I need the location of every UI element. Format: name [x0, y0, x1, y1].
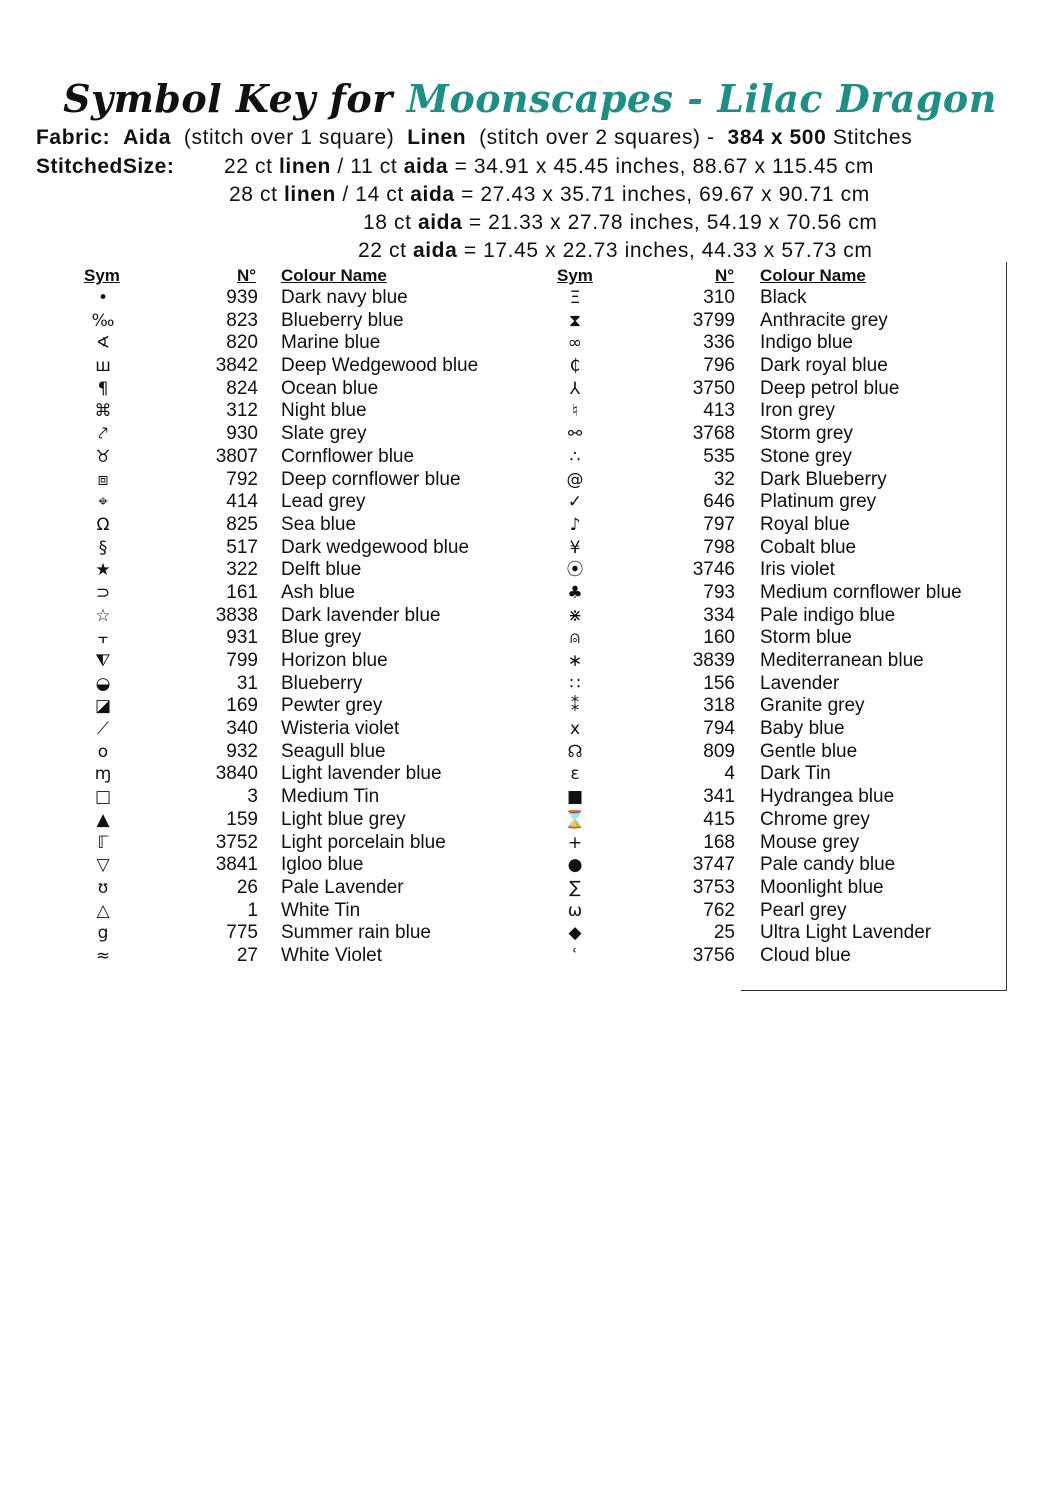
thread-number: 415 — [703, 808, 735, 830]
symbol-glyph: ⍝ — [569, 628, 581, 649]
symbol-glyph: ▲ — [96, 809, 110, 830]
thread-number: 160 — [703, 627, 735, 649]
stitch-word: Stitches — [832, 126, 913, 149]
thread-number: 517 — [226, 536, 258, 558]
header-name: Colour Name — [281, 266, 387, 285]
thread-number: 26 — [236, 876, 258, 898]
symbol-glyph: ⋇ — [567, 605, 583, 626]
thread-number: 932 — [226, 740, 258, 762]
symbol-glyph: ♪ — [569, 514, 581, 535]
thread-number: 341 — [703, 786, 735, 808]
stitched-size-line: 18 ct aida = 21.33 x 27.78 inches, 54.19 x 70.56 cm — [363, 211, 878, 234]
thread-number: 820 — [226, 332, 258, 354]
symbol-glyph: ∢ — [95, 333, 111, 354]
symbol-glyph: ⧗ — [569, 310, 581, 331]
thread-number: 930 — [226, 423, 258, 445]
symbol-glyph: ⌛ — [564, 809, 586, 830]
colour-name: Mouse grey — [760, 831, 860, 853]
colour-name: Royal blue — [760, 513, 850, 535]
thread-number: 3747 — [692, 854, 735, 876]
symbol-glyph: ♮ — [571, 401, 579, 422]
thread-number: 312 — [226, 400, 258, 422]
colour-name: Storm grey — [760, 423, 853, 445]
symbol-glyph: ◪ — [94, 696, 112, 717]
symbol-glyph: g — [97, 923, 109, 944]
thread-number: 1 — [247, 899, 258, 921]
thread-number: 3750 — [692, 377, 735, 399]
title-prefix: Symbol Key for — [63, 76, 393, 121]
symbol-glyph: ‰ — [91, 310, 115, 331]
thread-number: 775 — [226, 922, 258, 944]
colour-name: Light porcelain blue — [281, 831, 446, 853]
fabric-aida: Aida — [123, 126, 172, 149]
thread-number: 3838 — [215, 604, 258, 626]
thread-number: 3756 — [692, 944, 735, 966]
symbol-glyph: ◆ — [568, 923, 582, 944]
thread-number: 824 — [226, 377, 258, 399]
colour-name: Blueberry blue — [281, 309, 404, 331]
thread-number: 3768 — [692, 423, 735, 445]
symbol-glyph: Ω — [96, 514, 110, 535]
pattern-name: Moonscapes - Lilac Dragon — [406, 76, 997, 121]
symbol-glyph: ⊃ — [95, 582, 111, 603]
colour-name: Ocean blue — [281, 377, 379, 399]
symbol-glyph: △ — [96, 900, 110, 921]
header-num: N° — [237, 266, 257, 285]
colour-name: Cornflower blue — [281, 445, 415, 467]
thread-number: 336 — [703, 332, 735, 354]
symbol-glyph: ш — [95, 356, 111, 377]
symbol-glyph: ∑ — [569, 877, 581, 898]
thread-number: 823 — [226, 309, 258, 331]
colour-name: Platinum grey — [760, 491, 877, 513]
thread-number: 3753 — [692, 876, 735, 898]
colour-name: White Violet — [281, 944, 383, 966]
colour-name: Moonlight blue — [760, 876, 884, 898]
thread-number: 798 — [703, 536, 735, 558]
symbol-glyph: ☊ — [567, 741, 583, 762]
symbol-glyph: ʿ — [572, 945, 578, 966]
symbol-glyph: ✓ — [567, 492, 583, 513]
colour-name: Gentle blue — [760, 740, 858, 762]
symbol-glyph: ε — [570, 764, 580, 785]
colour-name: Dark Blueberry — [760, 468, 887, 490]
colour-name: Hydrangea blue — [760, 786, 895, 808]
symbol-glyph: ♉ — [95, 446, 111, 467]
colour-name: Blue grey — [281, 627, 362, 649]
thread-number: 3 — [247, 786, 258, 808]
colour-name: Deep cornflower blue — [281, 468, 461, 490]
thread-number: 413 — [703, 400, 735, 422]
thread-number: 3799 — [692, 309, 735, 331]
colour-name: Cobalt blue — [760, 536, 857, 558]
symbol-glyph: ℾ — [97, 832, 109, 853]
fabric-linen-note: (stitch over 2 squares) - — [479, 126, 715, 149]
colour-name: Igloo blue — [281, 854, 364, 876]
thread-number: 156 — [703, 672, 735, 694]
colour-name: Dark lavender blue — [281, 604, 441, 626]
symbol-glyph: ⧨ — [95, 651, 111, 671]
colour-name: Chrome grey — [760, 808, 870, 830]
stitched-size-line: 22 ct linen / 11 ct aida = 34.91 x 45.45 inches, 88.67 x 115.45 cm — [224, 155, 874, 178]
thread-number: 414 — [226, 491, 258, 513]
header-sym: Sym — [84, 266, 120, 285]
colour-name: Anthracite grey — [760, 309, 888, 331]
colour-name: Pale Lavender — [281, 876, 404, 898]
thread-number: 3842 — [215, 355, 258, 377]
colour-name: Light blue grey — [281, 808, 406, 830]
symbol-glyph: ⦿ — [566, 560, 584, 581]
symbol-glyph: ■ — [566, 787, 584, 808]
symbol-glyph: ♣ — [567, 582, 583, 603]
symbol-glyph: ⅄ — [569, 378, 581, 399]
symbol-glyph: ◒ — [95, 673, 111, 694]
thread-number: 168 — [703, 831, 735, 853]
right-border — [1006, 262, 1007, 990]
thread-number: 762 — [703, 899, 735, 921]
symbol-glyph: ¶ — [97, 378, 109, 399]
symbol-glyph: o — [97, 741, 109, 762]
page-title — [0, 76, 1060, 121]
fabric-linen: Linen — [407, 126, 467, 149]
colour-name: Seagull blue — [281, 740, 386, 762]
header-name: Colour Name — [760, 266, 866, 285]
symbol-glyph: ∞ — [567, 333, 583, 354]
fabric-aida-note: (stitch over 1 square) — [183, 126, 395, 149]
stitched-size-label: StitchedSize: — [36, 155, 175, 178]
colour-name: Summer rain blue — [281, 922, 431, 944]
colour-name: Blueberry — [281, 672, 363, 694]
symbol-glyph: ⫟ — [97, 628, 109, 649]
colour-name: Ash blue — [281, 581, 355, 603]
thread-number: 310 — [703, 287, 735, 308]
thread-number: 931 — [226, 627, 258, 649]
thread-number: 318 — [703, 695, 735, 717]
thread-number: 25 — [713, 922, 735, 944]
colour-name: Medium cornflower blue — [760, 581, 962, 603]
thread-number: 334 — [703, 604, 735, 626]
symbol-glyph: ≈ — [95, 945, 111, 966]
fabric-line — [36, 126, 912, 150]
colour-name: Horizon blue — [281, 650, 388, 671]
fabric-label: Fabric: — [36, 126, 111, 149]
thread-number: 159 — [226, 808, 258, 830]
colour-name: Medium Tin — [281, 786, 380, 808]
symbol-glyph: ⌖ — [98, 492, 108, 513]
colour-name: Delft blue — [281, 559, 362, 581]
thread-number: 32 — [713, 468, 735, 490]
symbol-glyph: ⁑ — [570, 696, 580, 717]
thread-number: 340 — [226, 718, 258, 740]
thread-number: 3841 — [215, 854, 258, 876]
symbol-glyph: □ — [94, 787, 112, 808]
symbol-glyph: ☆ — [95, 605, 111, 626]
colour-name: Dark wedgewood blue — [281, 536, 470, 558]
thread-number: 796 — [703, 355, 735, 377]
symbol-glyph: ⟋ — [97, 719, 109, 740]
symbol-glyph: § — [98, 537, 108, 558]
colour-name: Marine blue — [281, 332, 381, 354]
symbol-glyph: ɱ — [94, 764, 112, 785]
thread-number: 3840 — [215, 763, 258, 785]
thread-number: 646 — [703, 491, 735, 513]
symbol-glyph: ∗ — [567, 651, 583, 671]
symbol-glyph: + — [567, 832, 583, 853]
stitched-size-line: 22 ct aida = 17.45 x 22.73 inches, 44.33 x 57.73 cm — [358, 239, 873, 262]
colour-name: Dark navy blue — [281, 287, 408, 308]
colour-name: Stone grey — [760, 445, 852, 467]
header-sym: Sym — [557, 266, 593, 285]
symbol-glyph: ¥ — [569, 537, 581, 558]
symbol-glyph: ▽ — [96, 855, 110, 876]
colour-name: Wisteria violet — [281, 718, 400, 740]
colour-name: Dark royal blue — [760, 355, 888, 377]
symbol-glyph: ⌘ — [94, 401, 112, 422]
symbol-glyph: ∴ — [569, 446, 581, 467]
colour-name: Pewter grey — [281, 695, 383, 717]
thread-number: 161 — [226, 581, 258, 603]
thread-number: 799 — [226, 650, 258, 671]
symbol-glyph: ∷ — [569, 673, 581, 694]
thread-number: 794 — [703, 718, 735, 740]
symbol-glyph: ● — [567, 855, 583, 876]
colour-name: Iris violet — [760, 559, 835, 581]
stitch-count: 384 x 500 — [727, 126, 827, 149]
symbol-glyph: ₵ — [569, 356, 581, 377]
colour-name: Sea blue — [281, 513, 357, 535]
colour-name: Granite grey — [760, 695, 865, 717]
colour-name: Pale candy blue — [760, 854, 896, 876]
symbol-glyph: ★ — [95, 560, 111, 581]
colour-name: Light lavender blue — [281, 763, 442, 785]
thread-number: 31 — [236, 672, 258, 694]
colour-name: Indigo blue — [760, 332, 853, 354]
symbol-glyph: @ — [566, 469, 584, 490]
symbol-glyph: ω — [567, 900, 583, 921]
colour-name: Night blue — [281, 400, 367, 422]
colour-name: Pearl grey — [760, 899, 847, 921]
colour-name: Dark Tin — [760, 763, 831, 785]
colour-name: Lead grey — [281, 491, 366, 513]
thread-number: 27 — [236, 944, 258, 966]
thread-number: 792 — [226, 468, 258, 490]
colour-name: Deep Wedgewood blue — [281, 355, 479, 377]
colour-name: Black — [760, 287, 807, 308]
thread-number: 3746 — [692, 559, 735, 581]
header-num: N° — [715, 266, 735, 285]
thread-number: 535 — [703, 445, 735, 467]
thread-number: 797 — [703, 513, 735, 535]
colour-name: Mediterranean blue — [760, 650, 924, 671]
stitched-size-line: 28 ct linen / 14 ct aida = 27.43 x 35.71 inches, 69.67 x 90.71 cm — [229, 183, 870, 206]
thread-number: 169 — [226, 695, 258, 717]
colour-name: Lavender — [760, 672, 840, 694]
symbol-glyph: • — [97, 288, 109, 308]
thread-number: 825 — [226, 513, 258, 535]
thread-number: 939 — [226, 287, 258, 308]
thread-number: 4 — [724, 763, 735, 785]
symbol-glyph: ⧈ — [97, 469, 109, 490]
symbol-glyph: x — [569, 719, 581, 740]
symbol-glyph: ʊ — [97, 877, 109, 898]
thread-number: 3839 — [692, 650, 735, 671]
colour-name: Iron grey — [760, 400, 835, 422]
bottom-border — [741, 990, 1007, 991]
colour-name: Cloud blue — [760, 944, 851, 966]
colour-name: Baby blue — [760, 718, 845, 740]
colour-name: White Tin — [281, 899, 361, 921]
thread-number: 793 — [703, 581, 735, 603]
thread-number: 322 — [226, 559, 258, 581]
thread-number: 809 — [703, 740, 735, 762]
colour-name: Storm blue — [760, 627, 852, 649]
symbol-glyph: Ξ — [569, 288, 581, 308]
thread-number: 3807 — [215, 445, 258, 467]
thread-number: 3752 — [215, 831, 258, 853]
symbol-glyph: ⚯ — [567, 424, 583, 445]
colour-name: Deep petrol blue — [760, 377, 900, 399]
colour-name: Pale indigo blue — [760, 604, 896, 626]
colour-name: Slate grey — [281, 423, 367, 445]
symbol-glyph: ⤤ — [98, 424, 108, 445]
colour-name: Ultra Light Lavender — [760, 922, 932, 944]
